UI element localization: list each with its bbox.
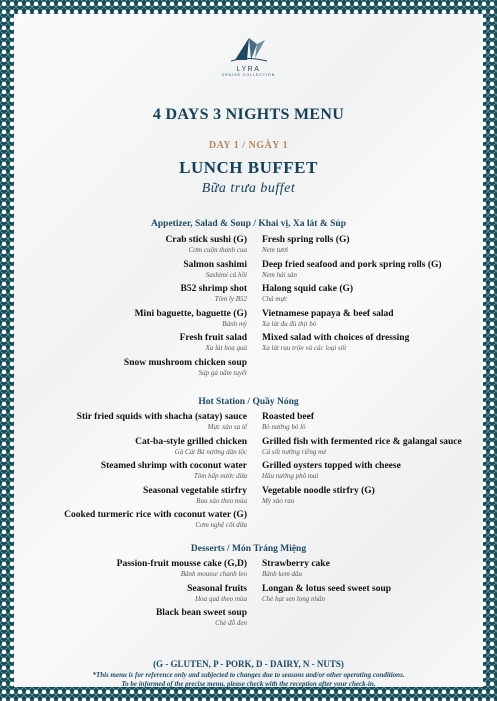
menu-item <box>124 358 247 378</box>
dish-name: Passion-fruit mousse cake (G,D) <box>116 559 247 569</box>
menu-item <box>262 584 391 604</box>
menu-item <box>262 260 442 280</box>
dish-name-vn: Bò nướng bỏ lò <box>262 423 306 431</box>
allergen-legend: (G - GLUTEN, P - PORK, D - DAIRY, N - NUTS) <box>153 659 344 669</box>
dish-name-vn: Tôm ly B52 <box>214 295 247 303</box>
hot-station-left-column <box>64 412 247 530</box>
dish-name-vn: Hàu nướng phô mai <box>262 472 319 480</box>
dish-name-vn: Hoa quả theo mùa <box>195 594 247 603</box>
menu-item <box>262 559 391 579</box>
dish-name: Halong squid cake (G) <box>262 284 354 294</box>
menu-item <box>117 559 247 579</box>
menu-item <box>124 284 247 304</box>
dish-name-vn: Xa lát đu đủ thịt bò <box>262 319 317 328</box>
dish-name: Grilled fish with fermented rice & galangal sauce <box>262 436 462 447</box>
dish-name: Grilled oysters topped with cheese <box>262 461 401 471</box>
dish-name: Vietnamese papaya & beef salad <box>262 308 394 319</box>
hot-station-right-column <box>262 412 462 505</box>
menu-item <box>262 235 442 255</box>
menu-item <box>64 486 247 506</box>
menu-item <box>64 412 247 432</box>
dish-name-vn: Bánh kem dâu <box>262 570 303 578</box>
dish-name-vn: Chè đỗ đen <box>215 619 247 627</box>
desserts-right-column <box>262 559 391 603</box>
dish-name-vn: Nem hải sản <box>262 270 297 279</box>
dish-name: Steamed shrimp with coconut water <box>100 461 247 471</box>
dish-name-vn: Nem tươi <box>262 246 289 254</box>
disclaimer-line-1: *This menu is for reference only and subjected to changes due to seasons and/or other operating conditions. <box>92 671 405 679</box>
menu-item <box>64 437 247 457</box>
dish-name: Mixed salad with choices of dressing <box>262 333 410 343</box>
appetizer-left-column <box>124 235 247 377</box>
dish-name-vn: Bánh mousse chanh leo <box>180 570 247 578</box>
menu-item <box>117 584 247 604</box>
menu-item <box>262 309 442 329</box>
desserts-left-column <box>117 559 247 628</box>
menu-item <box>124 309 247 329</box>
menu-item <box>262 284 442 304</box>
menu-item <box>64 510 247 530</box>
dish-name: Salmon sashimi <box>183 259 247 270</box>
sail-logo-icon <box>227 34 271 64</box>
menu-page <box>14 14 483 687</box>
dish-name: Stir fried squids with shacha (satay) sauce <box>76 412 247 422</box>
menu-title: 4 DAYS 3 NIGHTS MENU <box>152 106 345 123</box>
dish-name-vn: Rau xào theo mùa <box>196 496 247 505</box>
dish-name-vn: Sashimi cá hồi <box>205 270 247 279</box>
menu-item <box>124 260 247 280</box>
menu-item <box>262 437 462 457</box>
dish-name: Seasonal fruits <box>187 583 247 594</box>
dish-name-vn: Xa lát rau trộn và các loại sốt <box>262 344 347 352</box>
dish-name: Fresh spring rolls (G) <box>262 235 350 245</box>
dish-name-vn: Cá sốt nướng riềng mẻ <box>262 447 327 456</box>
dish-name: Seasonal vegetable stirfry <box>143 485 247 496</box>
dish-name: Snow mushroom chicken soup <box>123 357 247 368</box>
section-heading-appetizer: Appetizer, Salad & Soup / Khai vị, Xa lát & Súp <box>151 219 346 229</box>
menu-item <box>117 608 247 628</box>
section-heading-hot-station: Hot Station / Quầy Nóng <box>198 397 299 407</box>
day-label: DAY 1 / NGÀY 1 <box>208 140 289 151</box>
dish-name: Strawberry cake <box>262 559 330 569</box>
dish-name-vn: Mực xào sa tế <box>207 423 247 431</box>
dish-name-vn: Bánh mỳ <box>222 319 247 328</box>
dish-name: Crab stick sushi (G) <box>165 235 247 245</box>
section-heading-desserts: Desserts / Món Tráng Miệng <box>190 544 307 554</box>
dish-name: Vegetable noodle stirfry (G) <box>262 485 375 496</box>
menu-item <box>262 461 462 481</box>
menu-item <box>124 333 247 353</box>
menu-item <box>262 333 442 353</box>
dish-name: B52 shrimp shot <box>180 284 247 294</box>
appetizer-right-column <box>262 235 442 353</box>
dish-name-vn: Tôm hấp nước dừa <box>193 472 247 480</box>
dish-name: Cooked turmeric rice with coconut water (G) <box>64 510 247 520</box>
dish-name-vn: Xa lát hoa quả <box>205 344 247 352</box>
dish-name-vn: Chè hạt sen long nhãn <box>262 594 325 603</box>
dish-name: Deep fried seafood and pork spring rolls (G) <box>262 259 442 270</box>
dish-name-vn: Chả mực <box>262 295 288 303</box>
dish-name-vn: Súp gà nấm tuyết <box>198 368 247 377</box>
dish-name-vn: Cơm cuộn thanh cua <box>188 246 247 254</box>
brand-sub: CRUISE COLLECTION <box>221 73 276 77</box>
brand-logo <box>14 34 483 77</box>
menu-item <box>262 486 462 506</box>
meal-title-vn: Bữa trưa buffet <box>201 181 296 196</box>
dish-name-vn: Mỳ xào rau <box>262 496 295 505</box>
brand-name: LYRA <box>236 66 261 73</box>
dish-name-vn: Gà Cát Bà nướng dân tộc <box>174 447 247 456</box>
dish-name: Roasted beef <box>262 412 314 422</box>
dish-name-vn: Cơm nghệ cốt dừa <box>195 521 247 529</box>
dish-name: Longan & lotus seed sweet soup <box>262 583 392 594</box>
dish-name: Mini baguette, baguette (G) <box>134 308 247 319</box>
dish-name: Fresh fruit salad <box>179 333 247 343</box>
dish-name: Black bean sweet soup <box>155 608 247 618</box>
dish-name: Cat-ba-style grilled chicken <box>135 436 247 447</box>
menu-item <box>262 412 462 432</box>
meal-title: LUNCH BUFFET <box>179 158 318 177</box>
menu-item <box>124 235 247 255</box>
disclaimer-line-2: To be informed of the precise menu, please check with the reception after your check-in. <box>121 680 376 687</box>
menu-item <box>64 461 247 481</box>
